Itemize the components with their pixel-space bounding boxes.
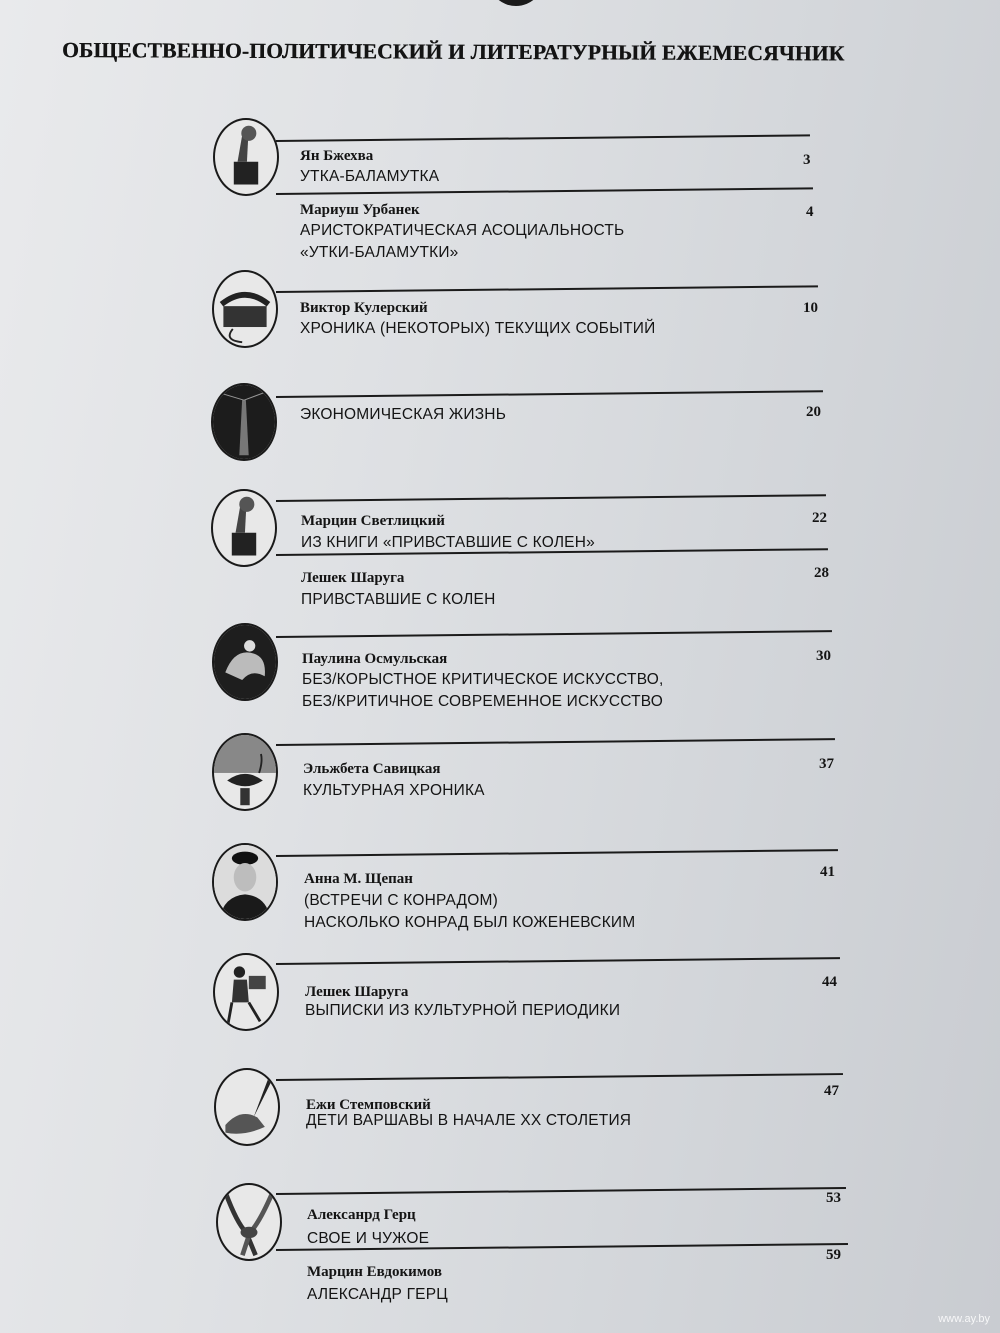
entry-divider — [276, 1073, 843, 1081]
entry-author: Ежи Стемповский — [306, 1097, 431, 1113]
writing-hand-quill-icon — [214, 1068, 280, 1146]
entry-divider — [276, 390, 823, 398]
ink-bottle-quill-icon — [213, 118, 279, 196]
entry-title[interactable] — [304, 890, 635, 934]
entry-title-line: ПРИВСТАВШИЕ С КОЛЕН — [301, 591, 496, 608]
entry-author: Анна М. Щепан — [304, 871, 413, 887]
entry-title[interactable] — [302, 669, 664, 713]
entry-author: Виктор Кулерский — [300, 300, 428, 316]
entry-author: Алексанрд Герц — [307, 1207, 416, 1223]
entry-title-line: ХРОНИКА (НЕКОТОРЫХ) ТЕКУЩИХ СОБЫТИЙ — [300, 320, 656, 337]
entry-divider — [276, 630, 832, 638]
entry-page-number: 53 — [826, 1190, 841, 1206]
entry-page-number: 47 — [824, 1083, 839, 1099]
portrait-man-bowler-hat-icon — [212, 843, 278, 921]
entry-page-number: 20 — [806, 404, 821, 420]
entry-page-number: 30 — [816, 648, 831, 664]
entry-page-number: 37 — [819, 756, 834, 772]
entry-title-line: ЭКОНОМИЧЕСКАЯ ЖИЗНЬ — [300, 406, 507, 423]
entry-title-line: НАСКОЛЬКО КОНРАД БЫЛ КОЖЕНЕВСКИМ — [304, 914, 636, 931]
entry-divider — [276, 957, 840, 965]
telephone-icon — [212, 270, 278, 348]
entry-author: Марцин Светлицкий — [301, 513, 445, 529]
entry-title[interactable] — [300, 404, 506, 426]
entry-title[interactable] — [307, 1284, 448, 1306]
entry-page-number: 44 — [822, 974, 837, 990]
seated-reader-icon — [213, 953, 279, 1031]
entry-title[interactable] — [301, 589, 496, 611]
entry-title[interactable] — [303, 780, 485, 802]
entry-title-line: ДЕТИ ВАРШАВЫ В НАЧАЛЕ XX СТОЛЕТИЯ — [306, 1112, 632, 1129]
entry-divider — [276, 849, 838, 857]
entry-page-number: 41 — [820, 864, 835, 880]
masthead-title: ОБЩЕСТВЕННО-ПОЛИТИЧЕСКИЙ И ЛИТЕРАТУРНЫЙ ЕЖЕМЕСЯЧНИК — [61, 38, 845, 66]
entry-author: Лешек Шаруга — [301, 570, 405, 586]
handshake-icon — [216, 1183, 282, 1261]
oil-lamp-icon — [212, 733, 278, 811]
entry-author: Лешек Шаруга — [305, 984, 409, 1000]
entry-page-number: 4 — [806, 204, 814, 220]
entry-divider — [276, 187, 813, 195]
entry-title-line: КУЛЬТУРНАЯ ХРОНИКА — [303, 782, 485, 799]
watermark: www.ay.by — [938, 1313, 990, 1325]
entry-page-number: 28 — [814, 565, 829, 581]
entry-title[interactable] — [306, 1110, 631, 1132]
entry-divider — [276, 738, 835, 746]
entry-title-line: БЕЗ/КРИТИЧНОЕ СОВРЕМЕННОЕ ИСКУССТВО — [302, 693, 664, 710]
entry-author: Эльжбета Савицкая — [303, 761, 441, 777]
entry-title[interactable] — [300, 318, 655, 340]
entry-author: Мариуш Урбанек — [300, 202, 420, 218]
entry-title[interactable] — [305, 1000, 620, 1022]
entry-title-line: УТКА-БАЛАМУТКА — [300, 168, 440, 185]
entry-title-line: «УТКИ-БАЛАМУТКИ» — [300, 244, 459, 261]
entry-title[interactable] — [300, 166, 439, 188]
lighthouse-icon — [211, 383, 277, 461]
entry-divider — [276, 285, 818, 293]
horse-rider-icon — [212, 623, 278, 701]
entry-author: Паулина Осмульская — [302, 651, 448, 667]
entry-title-line: АРИСТОКРАТИЧЕСКАЯ АСОЦИАЛЬНОСТЬ — [300, 222, 625, 239]
entry-title-line: (ВСТРЕЧИ С КОНРАДОМ) — [304, 892, 498, 909]
entry-divider — [276, 1187, 846, 1195]
entry-title-line: ВЫПИСКИ ИЗ КУЛЬТУРНОЙ ПЕРИОДИКИ — [305, 1002, 621, 1019]
entry-title-line: АЛЕКСАНДР ГЕРЦ — [307, 1286, 448, 1303]
entry-author: Марцин Евдокимов — [307, 1264, 443, 1280]
entry-author: Ян Бжехва — [300, 148, 374, 164]
ink-bottle-quill-icon — [211, 489, 277, 567]
entry-page-number: 22 — [812, 510, 827, 526]
entry-page-number: 59 — [826, 1247, 841, 1263]
entry-title-line: БЕЗ/КОРЫСТНОЕ КРИТИЧЕСКОЕ ИСКУССТВО, — [302, 671, 664, 688]
entry-page-number: 10 — [803, 300, 818, 316]
entry-divider — [276, 494, 826, 502]
entry-divider — [276, 134, 810, 142]
entry-page-number: 3 — [803, 152, 811, 168]
entry-title[interactable] — [300, 220, 624, 264]
entry-title-line: СВОЕ И ЧУЖОЕ — [307, 1230, 430, 1247]
entry-title-line: ИЗ КНИГИ «ПРИВСТАВШИЕ С КОЛЕН» — [301, 534, 595, 551]
